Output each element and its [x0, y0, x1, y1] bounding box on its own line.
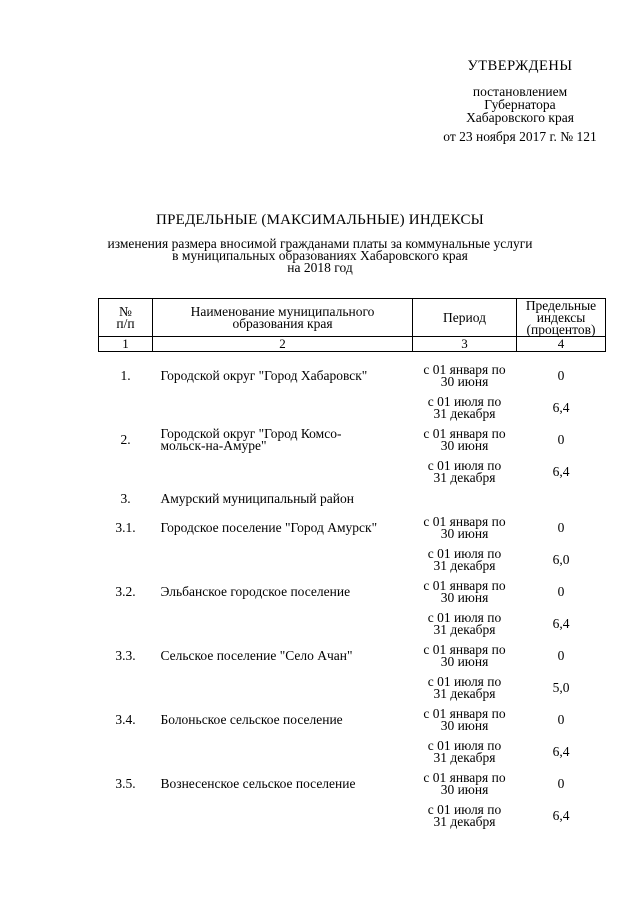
- municipality-name: [153, 668, 413, 700]
- period-line: 31 декабря: [433, 622, 496, 637]
- row-number: 3.5.: [115, 776, 136, 791]
- municipality-name: [153, 764, 413, 796]
- header-index-line: (процентов): [526, 321, 596, 337]
- table-row: [99, 452, 606, 484]
- municipality-name: [153, 604, 413, 636]
- municipality-name: [153, 540, 413, 572]
- period-line: 31 декабря: [433, 814, 496, 829]
- period-line: 30 июня: [440, 374, 489, 389]
- name-line: Амурский муниципальный район: [160, 491, 354, 506]
- period: [413, 796, 517, 828]
- approval-line-resolution: постановлением: [472, 84, 568, 99]
- row-number: [99, 540, 153, 572]
- row-number: 2.: [120, 432, 131, 447]
- name-line: Болоньское сельское поселение: [160, 712, 343, 727]
- index-value: 0: [557, 584, 565, 599]
- municipality-name: [153, 508, 413, 540]
- period-line: с 01 июля по: [427, 610, 502, 625]
- period-line: с 01 июля по: [427, 394, 502, 409]
- table-row: [99, 484, 606, 508]
- name-line: мольск-на-Амуре": [160, 438, 267, 453]
- row-number: [99, 388, 153, 420]
- index-value: 6,0: [552, 552, 570, 567]
- header-index-line: Предельные: [525, 297, 597, 313]
- row-number: [99, 452, 153, 484]
- row-number: 3.: [120, 491, 131, 506]
- period: [413, 668, 517, 700]
- table-row: [99, 508, 606, 540]
- index-value: 0: [557, 648, 565, 663]
- index-value: 0: [557, 432, 565, 447]
- indices-table: [98, 298, 606, 828]
- municipality-name: [153, 700, 413, 732]
- name-line: Городской округ "Город Комсо-: [160, 426, 342, 441]
- row-number: [99, 796, 153, 828]
- name-line: Вознесенское сельское поселение: [160, 776, 356, 791]
- period-line: с 01 июля по: [427, 802, 502, 817]
- table-row: [99, 700, 606, 732]
- period: [413, 572, 517, 604]
- index-value: 0: [557, 520, 565, 535]
- table-row: [99, 764, 606, 796]
- document-heading: [0, 212, 640, 274]
- period: [413, 700, 517, 732]
- period: [413, 388, 517, 420]
- period-line: 30 июня: [440, 526, 489, 541]
- period-line: 30 июня: [440, 654, 489, 669]
- row-number: [99, 732, 153, 764]
- period-line: с 01 января по: [423, 426, 506, 441]
- name-line: Городской округ "Город Хабаровск": [160, 368, 368, 383]
- period-line: с 01 января по: [423, 362, 506, 377]
- table-row: [99, 352, 606, 389]
- header-index-line: индексы: [536, 309, 586, 325]
- name-line: Эльбанское городское поселение: [160, 584, 351, 599]
- column-number-row: [99, 337, 606, 352]
- header-name-line: Наименование муниципального: [190, 303, 375, 319]
- column-number: 2: [153, 337, 413, 352]
- document-subtitle-line-2: в муниципальных образованиях Хабаровского края: [172, 248, 468, 263]
- period-line: с 01 июля по: [427, 546, 502, 561]
- table-row: [99, 732, 606, 764]
- table-row: [99, 420, 606, 452]
- index-value: 0: [557, 368, 565, 383]
- index-value: 5,0: [552, 680, 570, 695]
- row-number: 3.2.: [115, 584, 136, 599]
- name-line: Городское поселение "Город Амурск": [160, 520, 378, 535]
- period-line: с 01 января по: [423, 706, 506, 721]
- period: [413, 452, 517, 484]
- municipality-name: [153, 484, 413, 508]
- index-value: 6,4: [552, 808, 570, 823]
- index-value: 0: [557, 712, 565, 727]
- approval-line-governor: Губернатора: [484, 97, 556, 112]
- period-line: 31 декабря: [433, 750, 496, 765]
- municipality-name: [153, 796, 413, 828]
- name-line: Сельское поселение "Село Ачан": [160, 648, 353, 663]
- municipality-name: [153, 452, 413, 484]
- period-line: с 01 января по: [423, 642, 506, 657]
- table-row: [99, 796, 606, 828]
- period-line: 31 декабря: [433, 686, 496, 701]
- municipality-name: [153, 572, 413, 604]
- column-number: 1: [99, 337, 153, 352]
- period: [413, 508, 517, 540]
- period-line: 30 июня: [440, 782, 489, 797]
- header-number-line: №: [119, 303, 132, 319]
- index-value: 6,4: [552, 400, 570, 415]
- period-line: 30 июня: [440, 438, 489, 453]
- header-period: Период: [413, 299, 517, 337]
- table-row: [99, 572, 606, 604]
- approval-date: от 23 ноября 2017 г. № 121: [443, 129, 597, 144]
- row-number: [99, 668, 153, 700]
- period-line: с 01 января по: [423, 514, 506, 529]
- header-name: [153, 299, 413, 337]
- period: [413, 636, 517, 668]
- approval-title: УТВЕРЖДЕНЫ: [467, 58, 573, 74]
- header-number: [99, 299, 153, 337]
- period: [413, 484, 517, 508]
- row-number: 1.: [120, 368, 131, 383]
- column-number: 4: [517, 337, 606, 352]
- index-value: 6,4: [552, 744, 570, 759]
- municipality-name: [153, 352, 413, 389]
- period-line: 30 июня: [440, 718, 489, 733]
- table-row: [99, 668, 606, 700]
- municipality-name: [153, 732, 413, 764]
- municipality-name: [153, 420, 413, 452]
- header-number-line: п/п: [116, 315, 135, 331]
- table-row: [99, 604, 606, 636]
- period-line: с 01 июля по: [427, 458, 502, 473]
- period-line: 31 декабря: [433, 470, 496, 485]
- period-line: с 01 января по: [423, 578, 506, 593]
- row-number: 3.1.: [115, 520, 136, 535]
- period: [413, 540, 517, 572]
- period-line: 31 декабря: [433, 558, 496, 573]
- period-line: 30 июня: [440, 590, 489, 605]
- document-title: ПРЕДЕЛЬНЫЕ (МАКСИМАЛЬНЫЕ) ИНДЕКСЫ: [156, 212, 484, 228]
- municipality-name: [153, 636, 413, 668]
- table-row: [99, 540, 606, 572]
- header-name-line: образования края: [232, 315, 333, 331]
- period-line: 31 декабря: [433, 406, 496, 421]
- approval-block: [430, 60, 610, 143]
- document-subtitle-line-3: на 2018 год: [287, 260, 353, 275]
- approval-line-region: Хабаровского края: [466, 110, 574, 125]
- period: [413, 732, 517, 764]
- table-row: [99, 636, 606, 668]
- period-line: с 01 января по: [423, 770, 506, 785]
- header-index: [517, 299, 606, 337]
- row-number: 3.3.: [115, 648, 136, 663]
- index-value: 0: [557, 776, 565, 791]
- index-value: [517, 484, 606, 508]
- municipality-name: [153, 388, 413, 420]
- row-number: [99, 604, 153, 636]
- period: [413, 420, 517, 452]
- table-header-row: [99, 299, 606, 337]
- row-number: 3.4.: [115, 712, 136, 727]
- period-line: с 01 июля по: [427, 674, 502, 689]
- index-value: 6,4: [552, 464, 570, 479]
- period: [413, 764, 517, 796]
- index-value: 6,4: [552, 616, 570, 631]
- period-line: с 01 июля по: [427, 738, 502, 753]
- table-row: [99, 388, 606, 420]
- document-subtitle-line-1: изменения размера вносимой гражданами платы за коммунальные услуги: [107, 236, 533, 251]
- column-number: 3: [413, 337, 517, 352]
- period: [413, 604, 517, 636]
- period: [413, 352, 517, 389]
